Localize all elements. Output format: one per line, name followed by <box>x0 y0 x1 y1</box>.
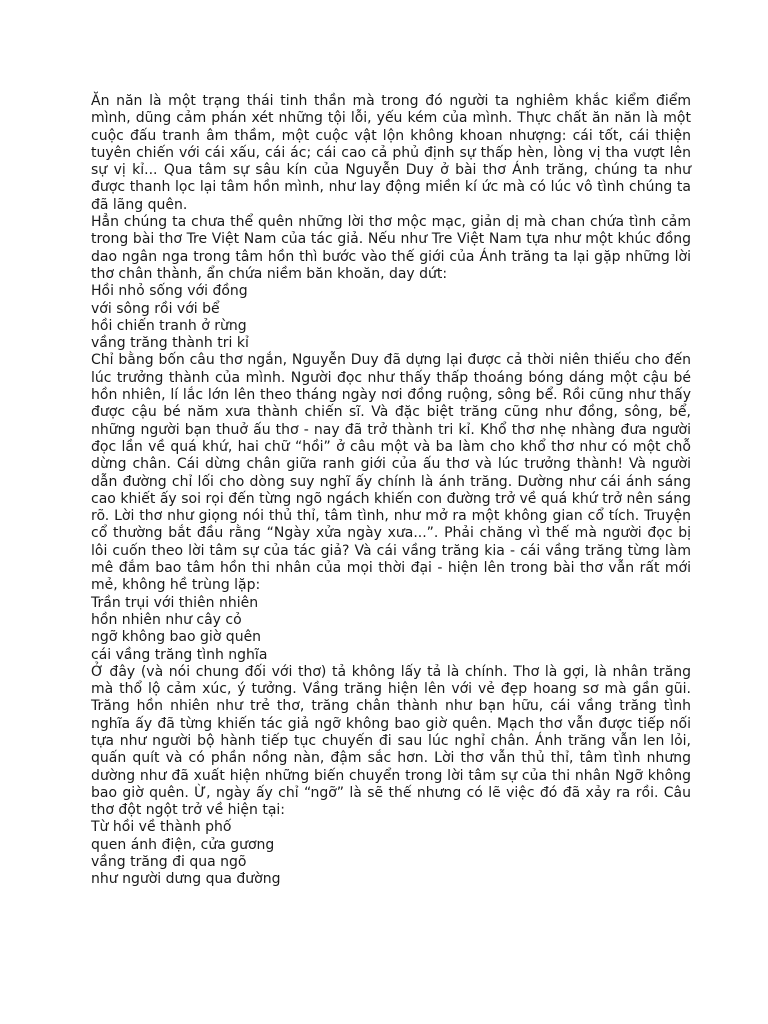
paragraph-tre-viet-nam: Hẳn chúng ta chưa thể quên những lời thơ mộc mạc, giản dị mà chan chứa tình cảm trong bài thơ Tre Việt Nam của tác giả. Nếu như Tre Việt Nam tựa như một khúc đồng dao ngân nga trong tâm hồn thì bước vào thế giới của Ánh trăng ta lại gặp những lời thơ chân thành, ẩn chứa niềm băn khoăn, day dứt: <box>91 214 691 282</box>
verse-line: Trần trụi với thiên nhiên <box>91 594 259 611</box>
verse-line: vầng trăng thành tri kỉ <box>91 335 249 352</box>
verse-line: ngỡ không bao giờ quên <box>91 629 262 646</box>
verse-line: cái vầng trăng tình nghĩa <box>91 646 268 663</box>
verse-stanza-1 <box>91 283 691 352</box>
verse-line: vầng trăng đi qua ngõ <box>91 854 247 871</box>
verse-line: hồn nhiên như cây cỏ <box>91 611 242 628</box>
verse-line: với sông rồi với bể <box>91 300 220 317</box>
verse-line: Từ hồi về thành phố <box>91 819 232 836</box>
paragraph-analysis-1: Chỉ bằng bốn câu thơ ngắn, Nguyễn Duy đã dựng lại được cả thời niên thiếu cho đến lúc trưởng thành của mình. Người đọc như thấy thấp thoáng bóng dáng một cậu bé hồn nhiên, lí lắc lớn lên theo tháng ngày nơi đồng ruộng, sông bể. Rồi cũng như thấy được cậu bé năm xưa thành chiến sĩ. Và đặc biệt trăng cũng như đồng, sông, bể, những người bạn thuở ấu thơ - nay đã trở thành tri kỉ. Khổ thơ nhẹ nhàng đưa người đọc lần về quá khứ, hai chữ “hồi” ở câu một và ba làm cho khổ thơ như có một chỗ dừng chân. Cái dừng chân giữa ranh giới của ấu thơ và lúc trưởng thành! Và người dẫn đường chỉ lối cho dòng suy nghĩ ấy chính là ánh trăng. Dường như cái ánh sáng cao khiết ấy soi rọi đến từng ngõ ngách khiến con đường trở về quá khứ trở nên sáng rõ. Lời thơ như giọng nói thủ thỉ, tâm tình, như mở ra một không gian cổ tích. Truyện cổ thường bắt đầu rằng “Ngày xửa ngày xưa...”. Phải chăng vì thế mà người đọc bị lôi cuốn theo lời tâm sự của tác giả? Và cái vầng trăng kia - cái vầng trăng từng làm mê đắm bao tâm hồn thi nhân của mọi thời đại - hiện lên trong bài thơ vẫn rất mới mẻ, không hề trùng lặp: <box>91 352 691 594</box>
paragraph-analysis-2: Ở đây (và nói chung đối với thơ) tả không lấy tả là chính. Thơ là gợi, là nhân trăng mà thổ lộ cảm xúc, ý tưởng. Vầng trăng hiện lên với vẻ đẹp hoang sơ mà gần gũi. Trăng hồn nhiên như trẻ thơ, trăng chân thành như bạn hữu, cái vầng trăng tình nghĩa ấy đã từng khiến tác giả ngỡ không bao giờ quên. Mạch thơ vẫn được tiếp nối tựa như người bộ hành tiếp tục chuyến đi sau lúc nghỉ chân. Ánh trăng vẫn len lỏi, quấn quít và có phần nồng nàn, đậm sắc hơn. Lời thơ vẫn thủ thỉ, tâm tình nhưng dường như đã xuất hiện những biến chuyển trong lời tâm sự của thi nhân Ngỡ không bao giờ quên. Ừ, ngày ấy chỉ “ngỡ” là sẽ thế nhưng có lẽ việc đó đã xảy ra rồi. Câu thơ đột ngột trở về hiện tại: <box>91 663 691 819</box>
verse-line: quen ánh điện, cửa gương <box>91 836 275 853</box>
document-page <box>91 93 691 889</box>
verse-stanza-3 <box>91 819 691 888</box>
verse-line: Hồi nhỏ sống với đồng <box>91 283 248 300</box>
verse-stanza-2 <box>91 595 691 664</box>
verse-line: như người dưng qua đường <box>91 871 281 888</box>
verse-line: hồi chiến tranh ở rừng <box>91 317 247 334</box>
paragraph-intro: Ăn năn là một trạng thái tinh thần mà trong đó người ta nghiêm khắc kiểm điểm mình, dũng cảm phán xét những tội lỗi, yếu kém của mình. Thực chất ăn năn là một cuộc đấu tranh âm thầm, một cuộc vật lộn không khoan nhượng: cái tốt, cái thiện tuyên chiến với cái xấu, cái ác; cái cao cả phủ định sự thấp hèn, lòng vị tha vượt lên sự vị kỉ... Qua tâm sự sâu kín của Nguyễn Duy ở bài thơ Ánh trăng, chúng ta như được thanh lọc lại tâm hồn mình, như lay động miền kí ức mà có lúc vô tình chúng ta đã lãng quên. <box>91 93 691 213</box>
